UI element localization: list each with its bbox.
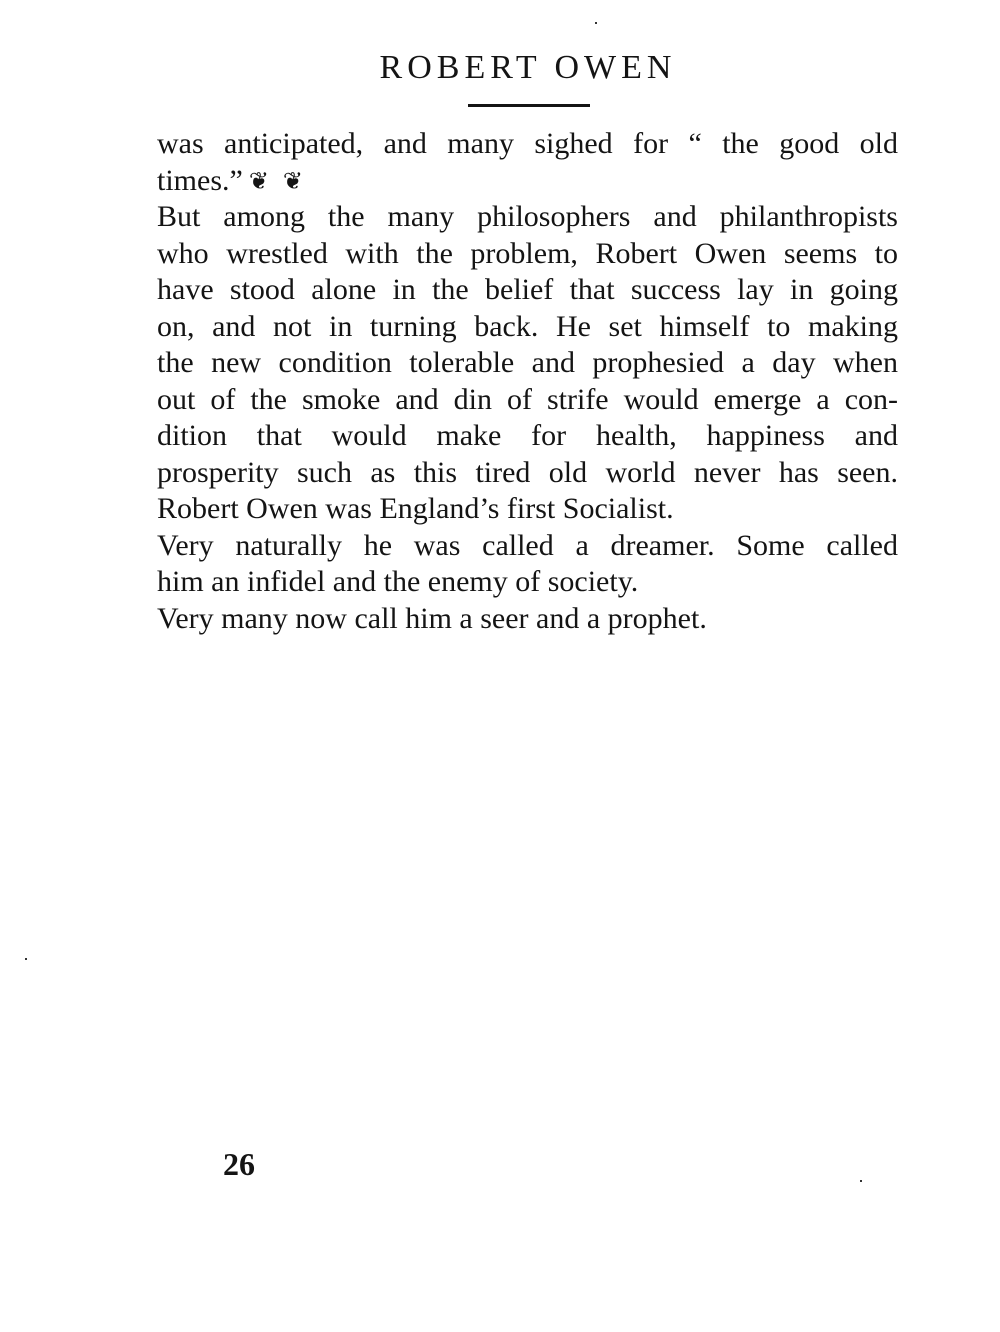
text-line: Very naturally he was called a dreamer. Some called xyxy=(157,528,898,562)
scan-speck xyxy=(860,1180,862,1182)
text-line: the new condition tolerable and prophesied a day when xyxy=(157,346,898,379)
text-line: prosperity such as this tired old world never has seen. xyxy=(157,455,898,489)
text-line xyxy=(157,163,898,200)
running-head: ROBERT OWEN xyxy=(379,49,677,86)
text-line: Robert Owen was England’s first Socialist. xyxy=(157,492,674,525)
header-rule xyxy=(468,104,590,107)
text-line-content: times.” xyxy=(157,163,243,197)
body-text xyxy=(157,126,898,637)
scan-speck xyxy=(25,958,27,960)
text-line: out of the smoke and din of strife would emerge a con- xyxy=(157,382,898,416)
text-line: dition that would make for health, happiness and xyxy=(157,419,898,452)
text-line: Very many now call him a seer and a prophet. xyxy=(157,601,707,635)
leaf-ornament-icon: ❦ ❦ xyxy=(248,168,308,195)
text-line: was anticipated, and many sighed for “ the good old xyxy=(157,127,898,160)
scan-speck xyxy=(595,22,597,24)
text-line: on, and not in turning back. He set himself to making xyxy=(157,309,898,343)
text-line: have stood alone in the belief that success lay in going xyxy=(157,273,898,306)
page-number: 26 xyxy=(223,1146,255,1182)
text-line: who wrestled with the problem, Robert Owen seems to xyxy=(157,236,898,270)
text-line: him an infidel and the enemy of society. xyxy=(157,565,639,598)
text-line: But among the many philosophers and philanthropists xyxy=(157,200,898,233)
